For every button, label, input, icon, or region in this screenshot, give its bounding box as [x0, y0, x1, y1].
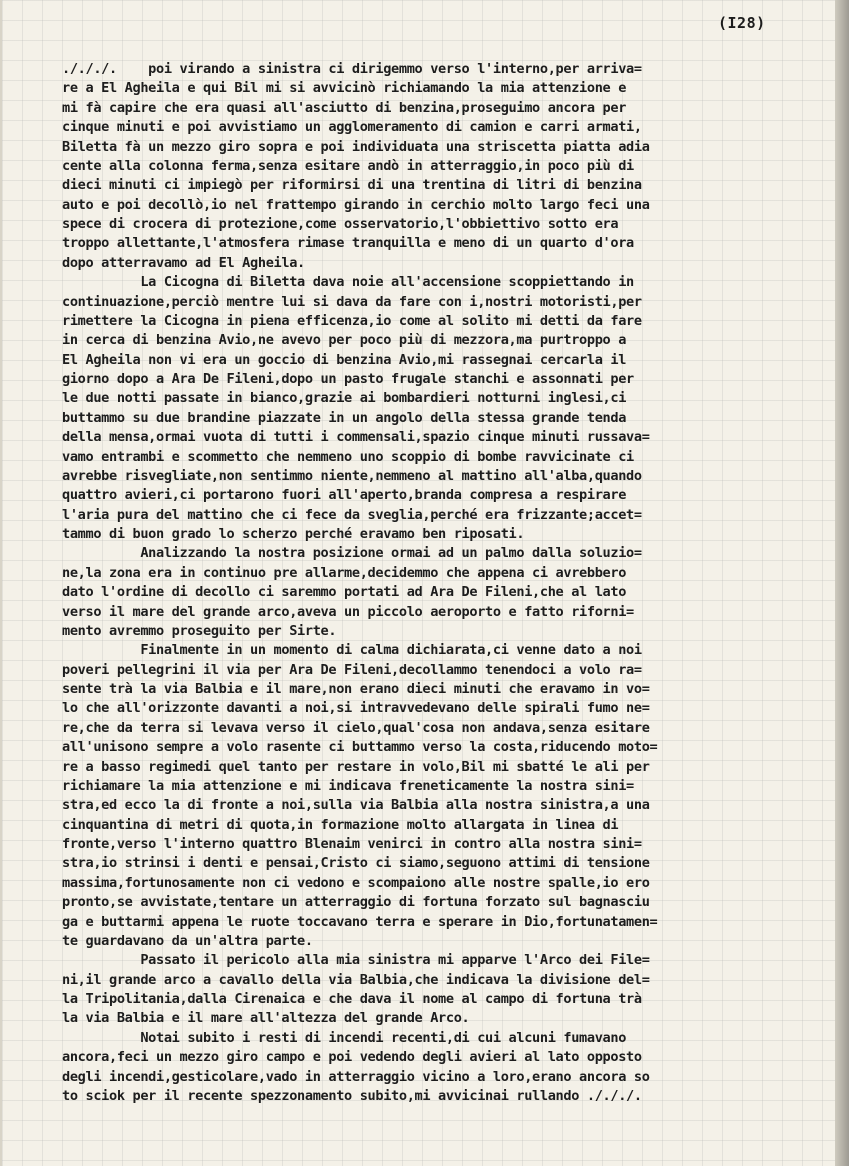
text-line: stra,io strinsi i denti e pensai,Cristo ci siamo,seguono attimi di tensione: [62, 855, 650, 872]
text-line: avrebbe risvegliate,non sentimmo niente,nemmeno al mattino all'alba,quando: [62, 467, 642, 484]
text-line: dopo atterravamo ad El Agheila.: [62, 254, 305, 271]
text-line: dato l'ordine di decollo ci saremmo portati ad Ara De Fileni,che al lato: [62, 584, 627, 601]
text-line: giorno dopo a Ara De Fileni,dopo un pasto frugale stanchi e assonnati per: [62, 371, 634, 387]
typewritten-body: [62, 60, 837, 1106]
text-line: re,che da terra si levava verso il cielo,qual'cosa non andava,senza esitare: [62, 719, 650, 736]
text-line: ne,la zona era in continuo pre allarme,decidemmo che appena ci avrebbero: [62, 564, 627, 581]
text-line: vamo entrambi e scommetto che nemmeno uno scoppio di bombe ravvicinate ci: [62, 448, 634, 465]
text-line: Passato il pericolo alla mia sinistra mi apparve l'Arco dei File=: [62, 952, 650, 969]
text-line: ni,il grande arco a cavallo della via Balbia,che indicava la divisione del=: [62, 971, 650, 988]
page-number: (I28): [718, 14, 766, 32]
text-line: l'aria pura del mattino che ci fece da sveglia,perché era frizzante;accet=: [62, 506, 642, 523]
text-line: tammo di buon grado lo scherzo perché eravamo ben riposati.: [62, 526, 525, 542]
text-line: cinquantina di metri di quota,in formazione molto allargata in linea di: [62, 816, 619, 833]
text-line: La Cicogna di Biletta dava noie all'accensione scoppiettando in: [62, 274, 634, 291]
text-line: le due notti passate in bianco,grazie ai bombardieri notturni inglesi,ci: [62, 390, 627, 407]
text-line: rimettere la Cicogna in piena efficenza,io come al solito mi detti da fare: [62, 312, 642, 329]
text-line: cinque minuti e poi avvistiamo un agglomeramento di camion e carri armati,: [62, 119, 642, 136]
text-line: richiamare la mia attenzione e mi indicava freneticamente la nostra sini=: [62, 777, 634, 794]
text-line: poveri pellegrini il via per Ara De Fileni,decollammo tenendoci a volo ra=: [62, 661, 642, 678]
text-line: massima,fortunosamente non ci vedono e scompaiono alle nostre spalle,io ero: [62, 874, 650, 891]
text-line: re a El Agheila e qui Bil mi si avvicinò richiamando la mia attenzione e: [62, 80, 627, 97]
text-line: mi fà capire che era quasi all'asciutto di benzina,proseguimo ancora per: [62, 99, 627, 116]
text-line: stra,ed ecco la di fronte a noi,sulla via Balbia alla nostra sinistra,a una: [62, 797, 650, 814]
text-line: Finalmente in un momento di calma dichiarata,ci venne dato a noi: [62, 642, 642, 659]
text-line: continuazione,perciò mentre lui si dava da fare con i,nostri motoristi,per: [62, 293, 642, 310]
text-line: lo che all'orizzonte davanti a noi,si intravvedevano delle spirali fumo ne=: [62, 700, 650, 717]
page-edge-shadow: [835, 0, 849, 1166]
text-line: te guardavano da un'altra parte.: [62, 932, 313, 949]
text-line: della mensa,ormai vuota di tutti i commensali,spazio cinque minuti russava=: [62, 429, 650, 446]
text-line: Notai subito i resti di incendi recenti,di cui alcuni fumavano: [62, 1029, 627, 1046]
text-line: all'unisono sempre a volo rasente ci buttammo verso la costa,riducendo moto=: [62, 739, 658, 756]
text-line: cente alla colonna ferma,senza esitare andò in atterraggio,in poco più di: [62, 157, 634, 174]
text-line: ga e buttarmi appena le ruote toccavano terra e sperare in Dio,fortunatamen=: [62, 913, 658, 930]
text-line: spece di crocera di protezione,come osservatorio,l'obbiettivo sotto era: [62, 216, 619, 232]
text-line: re a basso regimedi quel tanto per restare in volo,Bil mi sbatté le ali per: [62, 758, 650, 775]
text-line: dieci minuti ci impiegò per riformirsi di una trentina di litri di benzina: [62, 177, 642, 194]
text-line: pronto,se avvistate,tentare un atterraggio di fortuna forzato sul bagnasciu: [62, 894, 650, 911]
text-line: in cerca di benzina Avio,ne avevo per poco più di mezzora,ma purtroppo a: [62, 332, 627, 349]
text-line: verso il mare del grande arco,aveva un piccolo aeroporto e fatto riforni=: [62, 603, 634, 620]
text-line: la via Balbia e il mare all'altezza del grande Arco.: [62, 1010, 470, 1027]
text-line: quattro avieri,ci portarono fuori all'aperto,branda compresa a respirare: [62, 487, 627, 504]
text-line: degli incendi,gesticolare,vado in atterraggio vicino a loro,erano ancora so: [62, 1068, 650, 1085]
text-line: sente trà la via Balbia e il mare,non erano dieci minuti che eravamo in vo=: [62, 681, 650, 697]
text-line: Biletta fà un mezzo giro sopra e poi individuata una striscetta piatta adia: [62, 138, 650, 155]
text-line: auto e poi decollò,io nel frattempo girando in cerchio molto largo feci una: [62, 196, 650, 213]
text-line: la Tripolitania,dalla Cirenaica e che dava il nome al campo di fortuna trà: [62, 991, 642, 1007]
text-line: to sciok per il recente spezzonamento subito,mi avvicinai rullando ./././.: [62, 1087, 642, 1104]
text-line: El Agheila non vi era un goccio di benzina Avio,mi rassegnai cercarla il: [62, 351, 627, 368]
text-line: buttammo su due brandine piazzate in un angolo della stessa grande tenda: [62, 409, 627, 426]
text-line: ./././. poi virando a sinistra ci dirigemmo verso l'interno,per arriva=: [62, 61, 642, 77]
text-line: fronte,verso l'interno quattro Blenaim venirci in contro alla nostra sini=: [62, 836, 642, 852]
text-line: ancora,feci un mezzo giro campo e poi vedendo degli avieri al lato opposto: [62, 1049, 642, 1066]
text-line: Analizzando la nostra posizione ormai ad un palmo dalla soluzio=: [62, 545, 642, 562]
text-line: mento avremmo proseguito per Sirte.: [62, 622, 337, 639]
text-line: troppo allettante,l'atmosfera rimase tranquilla e meno di un quarto d'ora: [62, 235, 634, 252]
